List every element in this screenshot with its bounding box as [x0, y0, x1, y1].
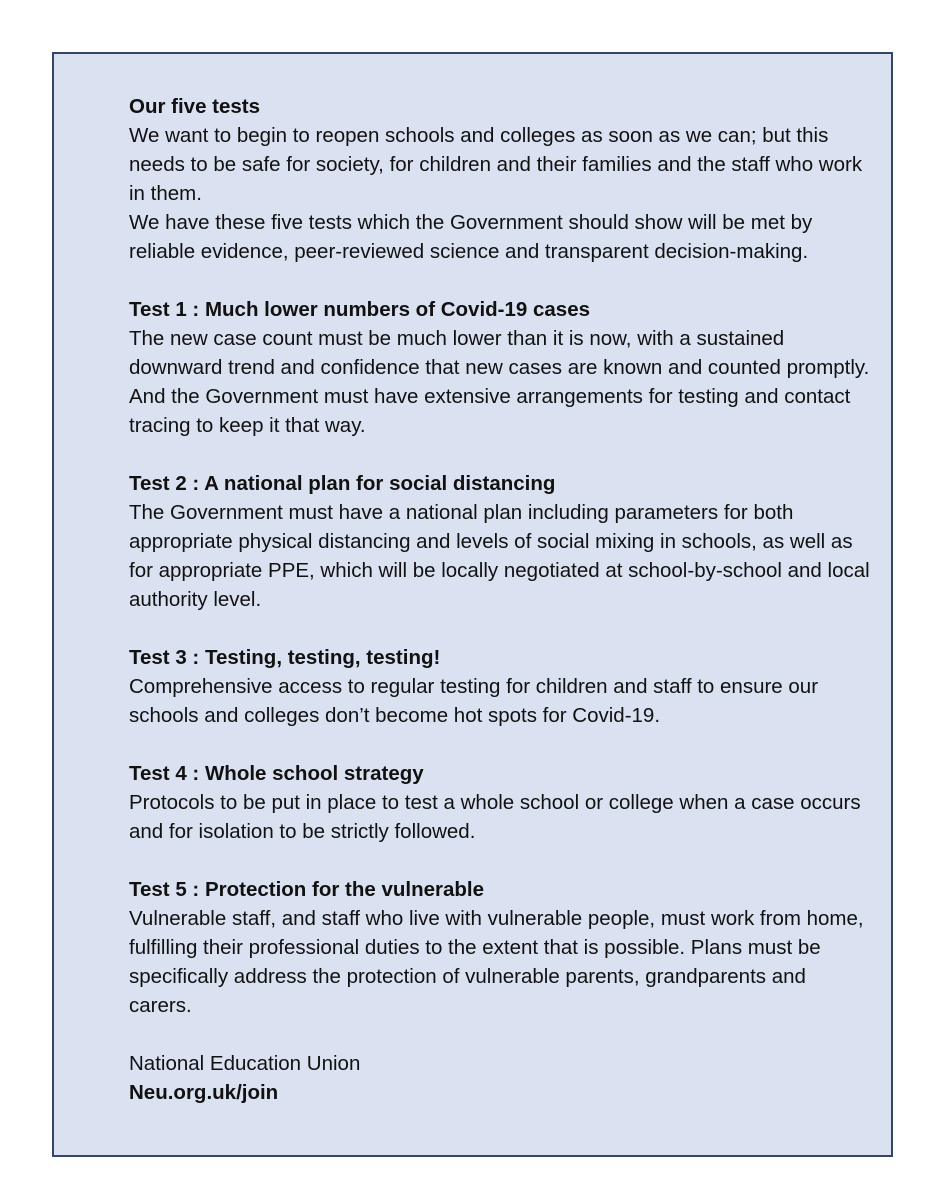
footer-section	[129, 1049, 874, 1107]
intro-section	[129, 92, 874, 266]
info-content	[129, 92, 874, 1107]
organization-name: National Education Union	[129, 1052, 361, 1075]
test-4-body: Protocols to be put in place to test a whole school or college when a case occurs and for isolation to be strictly followed.	[129, 791, 861, 843]
test-5-section	[129, 875, 874, 1020]
info-box	[52, 52, 893, 1157]
spacer	[129, 266, 874, 295]
intro-heading: Our five tests	[129, 95, 261, 118]
test-4-heading: Test 4 : Whole school strategy	[129, 762, 424, 785]
join-link[interactable]: Neu.org.uk/join	[129, 1081, 279, 1104]
intro-paragraph-1: We want to begin to reopen schools and colleges as soon as we can; but this needs to be safe for society, for children and their families and the staff who work in them.	[129, 124, 863, 205]
test-2-section	[129, 469, 874, 614]
spacer	[129, 1020, 874, 1049]
spacer	[129, 846, 874, 875]
test-5-heading: Test 5 : Protection for the vulnerable	[129, 878, 485, 901]
spacer	[129, 440, 874, 469]
test-2-body: The Government must have a national plan including parameters for both appropriate physical distancing and levels of social mixing in schools, as well as for appropriate PPE, which will be locally negotiated at school-by-school and local authority level.	[129, 501, 870, 611]
test-5-body: Vulnerable staff, and staff who live with vulnerable people, must work from home, fulfilling their professional duties to the extent that is possible. Plans must be specifically address the protection of vulnerable parents, grandparents and carers.	[129, 907, 864, 1017]
test-1-section	[129, 295, 874, 440]
intro-paragraph-2: We have these five tests which the Government should show will be met by reliable evidence, peer-reviewed science and transparent decision-making.	[129, 211, 813, 263]
test-1-heading: Test 1 : Much lower numbers of Covid-19 cases	[129, 298, 590, 321]
test-1-body: The new case count must be much lower than it is now, with a sustained downward trend and confidence that new cases are known and counted promptly. And the Government must have extensive arrangements for testing and contact tracing to keep it that way.	[129, 327, 870, 437]
test-3-section	[129, 643, 874, 730]
test-4-section	[129, 759, 874, 846]
spacer	[129, 730, 874, 759]
test-3-body: Comprehensive access to regular testing for children and staff to ensure our schools and colleges don’t become hot spots for Covid-19.	[129, 675, 819, 727]
test-2-heading: Test 2 : A national plan for social distancing	[129, 472, 556, 495]
spacer	[129, 614, 874, 643]
test-3-heading: Test 3 : Testing, testing, testing!	[129, 646, 441, 669]
